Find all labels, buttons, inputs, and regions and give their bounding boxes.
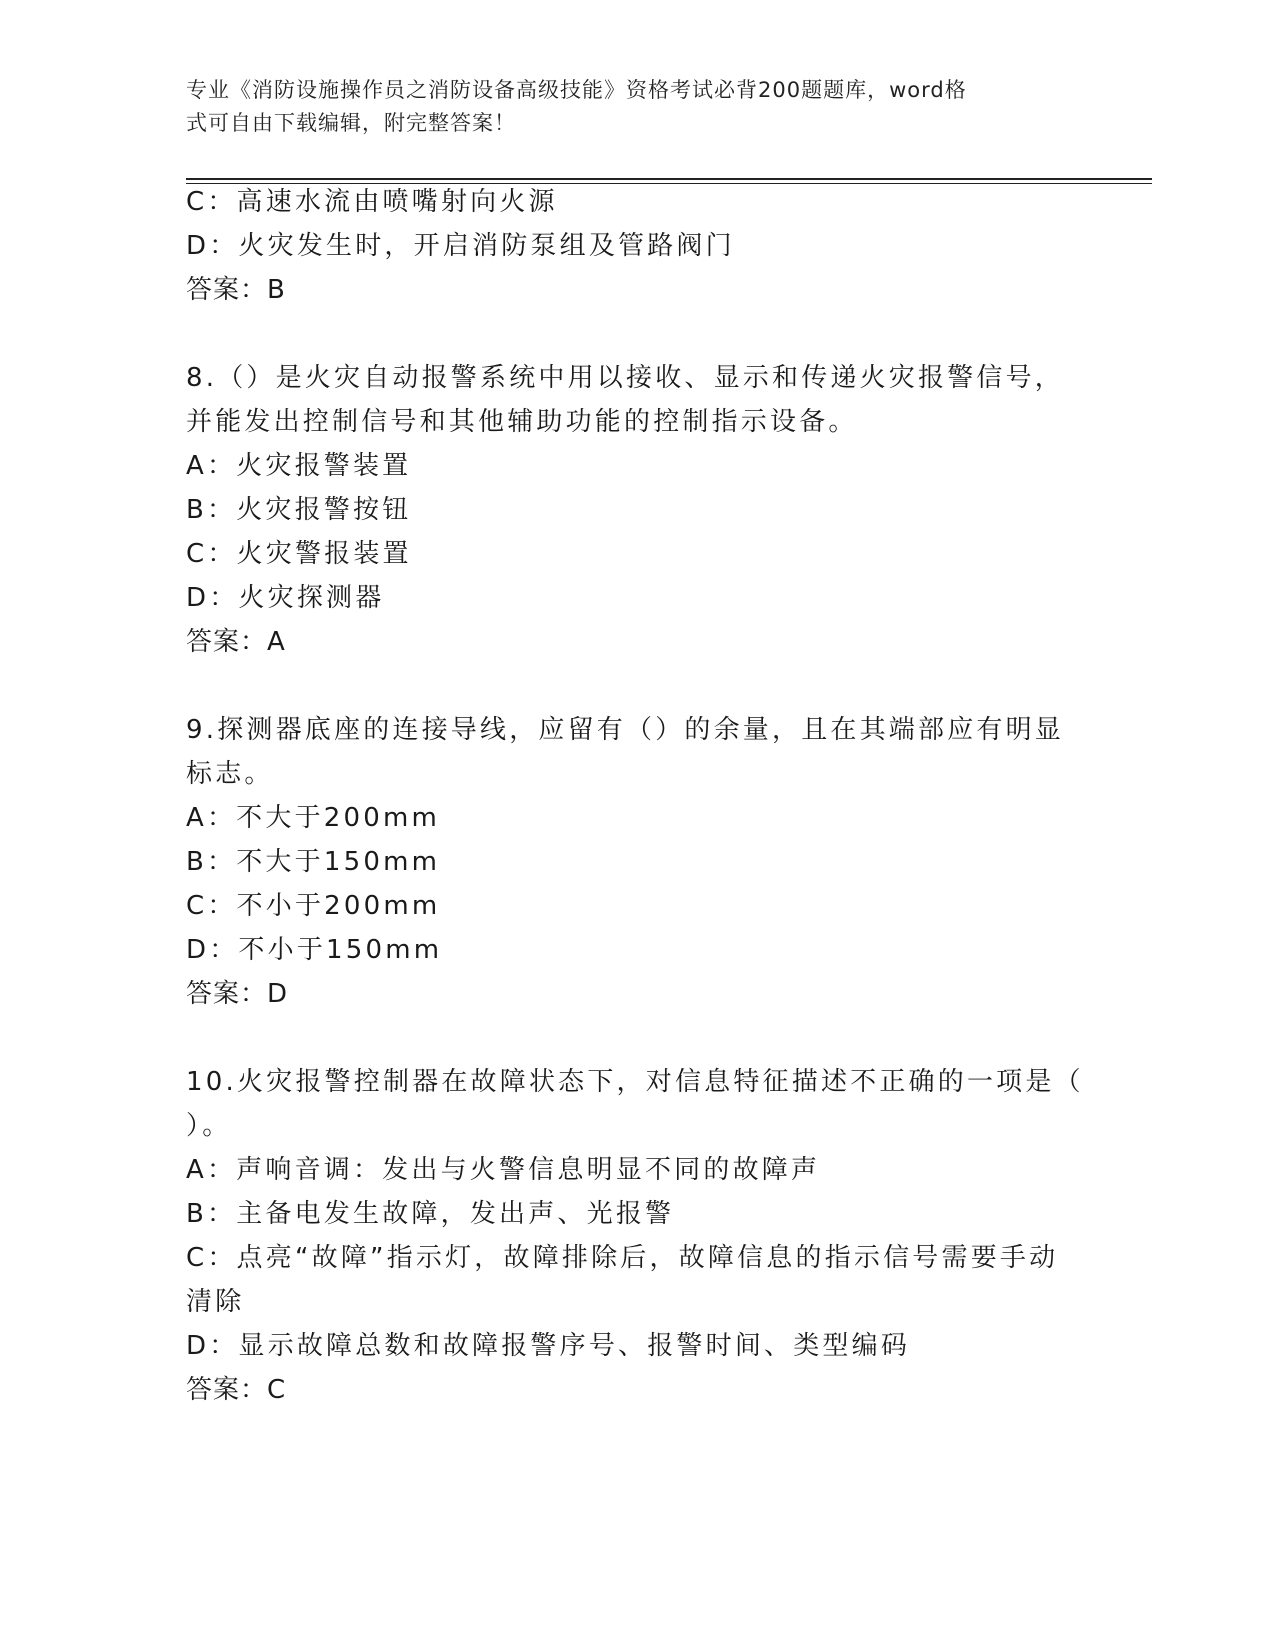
q10-option-c-line-2: 清除 — [186, 1287, 245, 1317]
q10-stem-line-2: ）。 — [186, 1111, 232, 1141]
header-line-1: 专业《消防设施操作员之消防设备高级技能》资格考试必背200题题库，word格 — [186, 78, 967, 102]
q10-stem-line-1: 10.火灾报警控制器在故障状态下，对信息特征描述不正确的一项是（ — [186, 1067, 1084, 1097]
q10-answer: 答案：C — [186, 1375, 287, 1405]
q8-answer: 答案：A — [186, 627, 286, 657]
q9-option-c: C：不小于200mm — [186, 891, 441, 921]
q10-option-a: A：声响音调：发出与火警信息明显不同的故障声 — [186, 1155, 821, 1185]
prev-option-d: D：火灾发生时，开启消防泵组及管路阀门 — [186, 231, 735, 261]
q9-option-b: B：不大于150mm — [186, 847, 441, 877]
q10-option-c-line-1: C：点亮“故障”指示灯，故障排除后，故障信息的指示信号需要手动 — [186, 1243, 1059, 1273]
q9-option-a: A：不大于200mm — [186, 803, 441, 833]
q8-option-c: C：火灾警报装置 — [186, 539, 412, 569]
q10-option-b: B：主备电发生故障，发出声、光报警 — [186, 1199, 675, 1229]
q10-option-d: D：显示故障总数和故障报警序号、报警时间、类型编码 — [186, 1331, 911, 1361]
header-line-2: 式可自由下载编辑，附完整答案！ — [186, 111, 516, 135]
q8-option-a: A：火灾报警装置 — [186, 451, 412, 481]
document-header — [186, 74, 1066, 140]
q8-stem-line-2: 并能发出控制信号和其他辅助功能的控制指示设备。 — [186, 407, 858, 437]
q8-option-b: B：火灾报警按钮 — [186, 495, 412, 525]
q9-option-d: D：不小于150mm — [186, 935, 443, 965]
q9-answer: 答案：D — [186, 979, 289, 1009]
q8-stem-line-1: 8.（）是火灾自动报警系统中用以接收、显示和传递火灾报警信号， — [186, 363, 1065, 393]
q9-stem-line-2: 标志。 — [186, 759, 274, 789]
q9-stem-line-1: 9.探测器底座的连接导线，应留有（）的余量，且在其端部应有明显 — [186, 715, 1065, 745]
prev-answer: 答案：B — [186, 275, 286, 305]
q8-option-d: D：火灾探测器 — [186, 583, 385, 613]
prev-option-c: C：高速水流由喷嘴射向火源 — [186, 187, 558, 217]
header-divider-thick — [186, 178, 1152, 180]
